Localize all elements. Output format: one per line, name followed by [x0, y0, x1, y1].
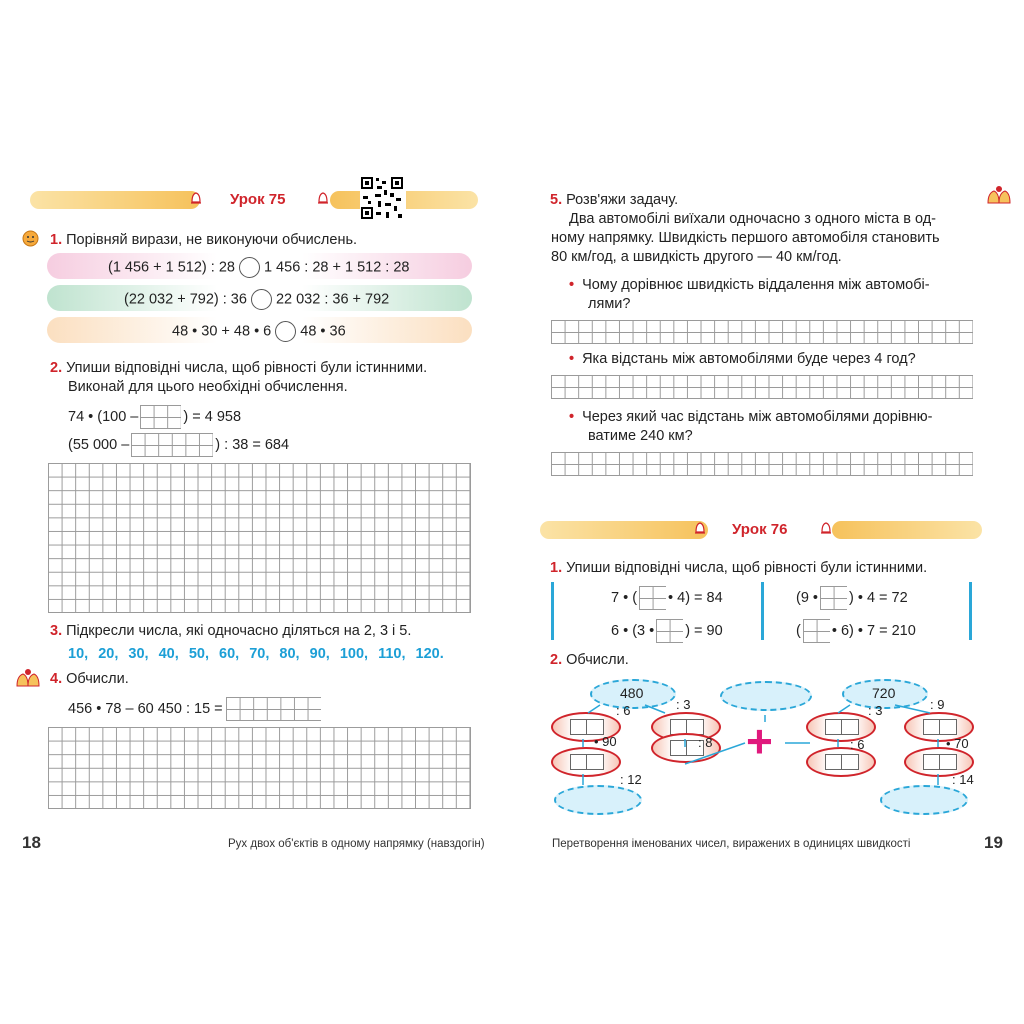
- number-item[interactable]: 80,: [279, 646, 300, 662]
- arrows: [550, 675, 970, 815]
- footer-right: Перетворення іменованих чисел, виражених в одиницях швидкості: [552, 838, 911, 850]
- number-item[interactable]: 100,: [339, 646, 369, 662]
- task-2-subheading: Виконай для цього необхідні обчислення.: [68, 379, 348, 395]
- page-number-right: 19: [984, 833, 1003, 852]
- op-label: : 9: [930, 697, 945, 712]
- task-5-text-3: 80 км/год, а швидкість другого — 40 км/год.: [551, 249, 842, 265]
- number-item[interactable]: 110,: [378, 646, 406, 662]
- answer-strip-3[interactable]: [551, 452, 973, 476]
- op-label: : 12: [620, 772, 642, 787]
- task-2-heading-right: 2. Обчисли.: [550, 652, 629, 668]
- answer-strip-1[interactable]: [551, 320, 973, 344]
- task-5-text-2: ному напрямку. Швидкість першого автомобіля становить: [551, 230, 940, 246]
- bracket-left: [551, 582, 554, 640]
- question-1-cont: лями?: [588, 296, 631, 312]
- task-2-heading: 2. Упиши відповідні числа, щоб рівності були істинними.: [50, 360, 428, 376]
- plus-sign: +: [746, 715, 773, 767]
- op-label: : 8: [698, 735, 713, 750]
- bells-icon: [985, 185, 1013, 207]
- bell-icon: [820, 521, 832, 535]
- compare-row-2: (22 032 + 792) : 36 22 032 : 36 + 792: [124, 289, 389, 310]
- bells-icon: [14, 668, 42, 690]
- compare-circle[interactable]: [251, 289, 272, 310]
- start-value-right: 720: [872, 685, 896, 701]
- equation-1: 74 • (100 – ) = 4 958: [68, 405, 241, 429]
- eq-9: (9 • ) • 4 = 72: [796, 586, 908, 610]
- op-label: : 3: [868, 703, 883, 718]
- qr-code-icon: [360, 176, 406, 220]
- number-item[interactable]: 90,: [309, 646, 330, 662]
- compare-circle[interactable]: [239, 257, 260, 278]
- lesson-title: Урок 75: [230, 191, 286, 208]
- answer-strip-2[interactable]: [551, 375, 973, 399]
- bell-icon: [694, 521, 706, 535]
- number-item[interactable]: 70,: [249, 646, 270, 662]
- bracket-middle: [761, 582, 764, 640]
- start-value-left: 480: [620, 685, 644, 701]
- task-4-heading: 4. Обчисли.: [50, 671, 129, 687]
- task-1-heading-right: 1. Упиши відповідні числа, щоб рівності були істинними.: [550, 560, 928, 576]
- number-item[interactable]: 50,: [188, 646, 209, 662]
- eq-6: 6 • (3 • ) = 90: [611, 619, 723, 643]
- answer-cells[interactable]: [226, 697, 321, 721]
- answer-cells[interactable]: [820, 586, 847, 610]
- eq-7: 7 • ( • 4) = 84: [611, 586, 723, 610]
- answer-cells[interactable]: [131, 433, 213, 457]
- smiley-icon: [22, 230, 39, 247]
- number-list: [68, 646, 444, 662]
- footer-left: Рух двох об'єктів в одному напрямку (навздогін): [228, 838, 485, 850]
- number-item[interactable]: 120.: [415, 646, 444, 662]
- answer-cells[interactable]: [656, 619, 683, 643]
- op-label: • 70: [946, 736, 969, 751]
- question-3: • Через який час відстань між автомобілями дорівню-: [569, 409, 933, 425]
- op-label: : 6: [850, 737, 865, 752]
- lesson-76-band-right: [832, 521, 982, 539]
- number-item[interactable]: 10,: [68, 646, 89, 662]
- task-3-heading: 3. Підкресли числа, які одночасно діляться на 2, 3 і 5.: [50, 623, 412, 639]
- op-label: • 90: [594, 734, 617, 749]
- equation-2: (55 000 – ) : 38 = 684: [68, 433, 289, 457]
- work-grid-1[interactable]: [48, 463, 471, 613]
- eq-210: ( • 6) • 7 = 210: [796, 619, 916, 643]
- answer-cells[interactable]: [140, 405, 181, 429]
- answer-cells[interactable]: [639, 586, 666, 610]
- question-2: • Яка відстань між автомобілями буде через 4 год?: [569, 351, 916, 367]
- op-label: : 3: [676, 697, 691, 712]
- bell-icon: [317, 191, 329, 205]
- lesson-76-band: [540, 521, 708, 539]
- work-grid-2[interactable]: [48, 727, 471, 809]
- number-item[interactable]: 20,: [98, 646, 119, 662]
- number-item[interactable]: 40,: [158, 646, 179, 662]
- task-1-heading: 1. Порівняй вирази, не виконуючи обчислень.: [50, 232, 358, 248]
- op-label: : 6: [616, 703, 631, 718]
- bell-icon: [190, 191, 202, 205]
- number-item[interactable]: 30,: [128, 646, 149, 662]
- question-1: • Чому дорівнює швидкість віддалення між автомобі-: [569, 277, 930, 293]
- task-5-heading: 5. Розв'яжи задачу.: [550, 192, 679, 208]
- page-number-left: 18: [22, 833, 41, 852]
- op-label: : 14: [952, 772, 974, 787]
- compare-row-1: (1 456 + 1 512) : 28 1 456 : 28 + 1 512 : 28: [108, 257, 410, 278]
- lesson-75-band: [30, 191, 200, 209]
- compare-row-3: 48 • 30 + 48 • 6 48 • 36: [172, 321, 346, 342]
- task-5-text-1: Два автомобілі виїхали одночасно з одного міста в од-: [569, 211, 937, 227]
- answer-cells[interactable]: [803, 619, 830, 643]
- task-4-expression: 456 • 78 – 60 450 : 15 =: [68, 697, 321, 721]
- lesson-title: Урок 76: [732, 521, 788, 538]
- number-item[interactable]: 60,: [219, 646, 240, 662]
- bracket-right: [969, 582, 972, 640]
- compare-circle[interactable]: [275, 321, 296, 342]
- question-3-cont: ватиме 240 км?: [588, 428, 693, 444]
